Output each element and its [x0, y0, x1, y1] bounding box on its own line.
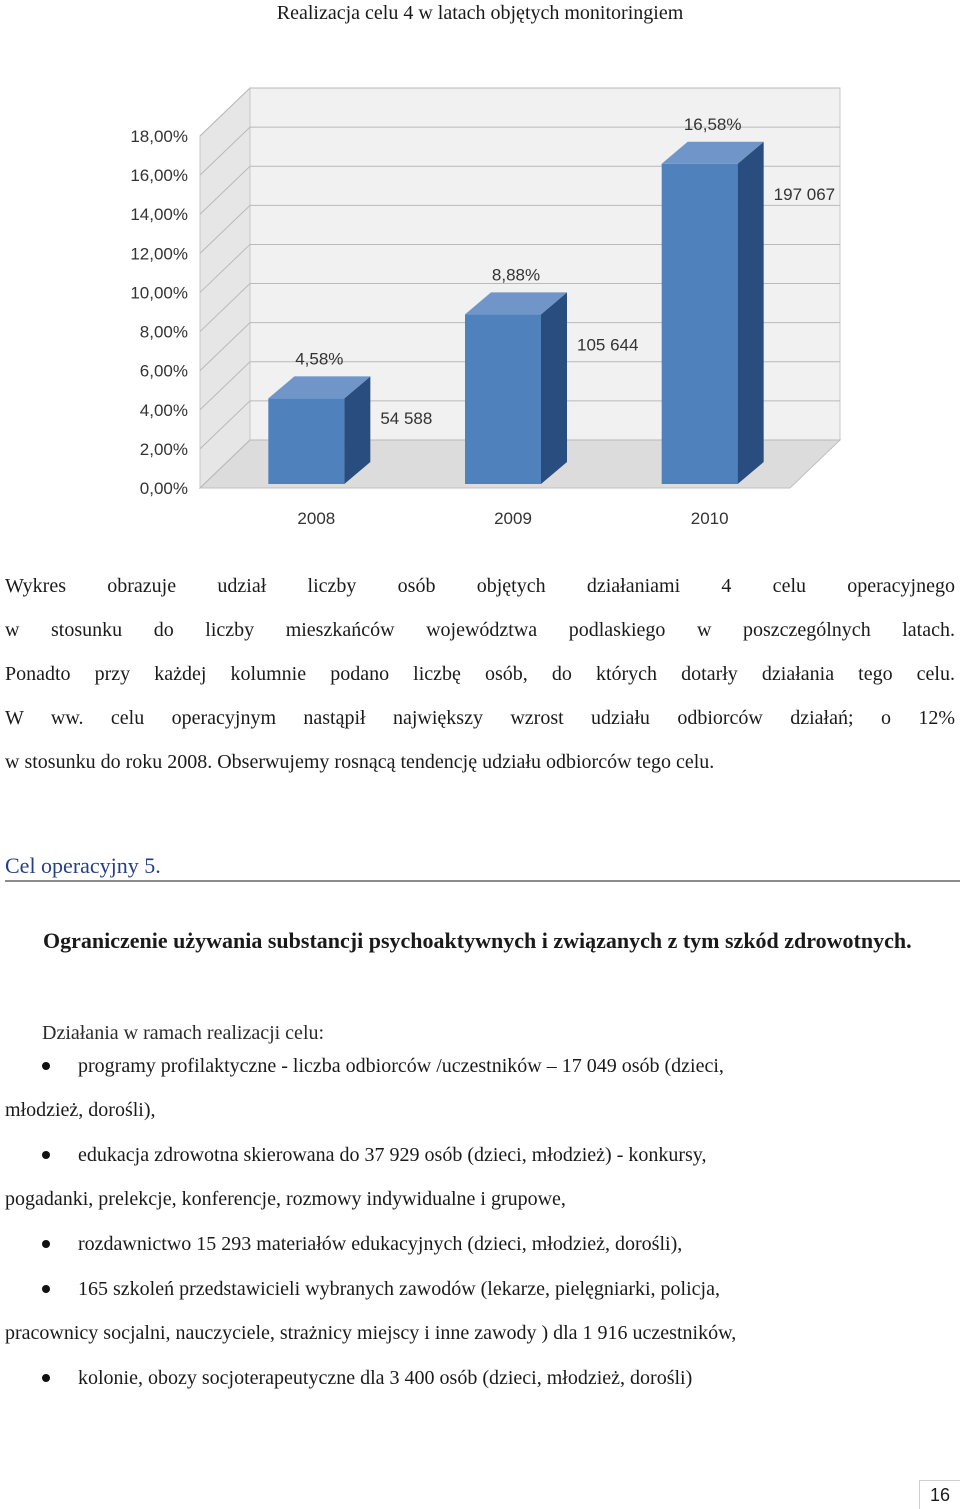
bar-count-label: 105 644 [577, 335, 639, 355]
bar-side [738, 142, 764, 484]
bar-value-label: 8,88% [491, 265, 541, 285]
bar-front [662, 164, 738, 484]
bullet-icon [42, 1240, 50, 1248]
bullet-5-line-1: kolonie, obozy socjoterapeutyczne dla 3 400 osób (dzieci, młodzież, dorośli) [78, 1367, 693, 1389]
paragraph-line-1: Wykres obrazuje udział liczby osób objętych działaniami 4 celu operacyjnego [5, 575, 955, 597]
bar-side [541, 292, 567, 484]
bullet-icon [42, 1285, 50, 1293]
bar-value-label: 16,58% [683, 114, 742, 134]
page-number: 16 [919, 1480, 960, 1509]
y-tick-label: 4,00% [139, 400, 188, 420]
bullet-3-line-1: rozdawnictwo 15 293 materiałów edukacyjnych (dzieci, młodzież, dorośli), [78, 1233, 683, 1255]
bar-chart [90, 78, 890, 538]
bar-count-label: 54 588 [380, 409, 433, 428]
y-tick-label: 18,00% [130, 127, 188, 146]
bar-front [465, 314, 541, 484]
bullet-1-line-1: programy profilaktyczne - liczba odbiorców /uczestników – 17 049 osób (dzieci, [78, 1055, 724, 1077]
bullet-2-line-1: edukacja zdrowotna skierowana do 37 929 osób (dzieci, młodzież) - konkursy, [78, 1144, 707, 1166]
y-tick-label: 12,00% [130, 244, 188, 264]
heading-divider [5, 880, 960, 882]
y-tick-label: 16,00% [130, 166, 188, 186]
x-tick-label: 2008 [297, 509, 336, 528]
paragraph-line-4: W ww. celu operacyjnym nastąpił największy wzrost udziału odbiorców działań; o 12% [5, 707, 955, 729]
paragraph-line-5: w stosunku do roku 2008. Obserwujemy rosnącą tendencję udziału odbiorców tego celu. [5, 751, 715, 773]
bullet-4-line-2: pracownicy socjalni, nauczyciele, strażnicy miejscy i inne zawody ) dla 1 916 uczestników, [5, 1322, 737, 1344]
bullet-icon [42, 1151, 50, 1159]
y-tick-label: 14,00% [130, 205, 188, 225]
bar-front [268, 398, 344, 484]
bullet-icon [42, 1374, 50, 1382]
bullet-icon [42, 1062, 50, 1070]
chart-side-wall [200, 88, 250, 488]
y-tick-label: 10,00% [130, 283, 188, 303]
y-axis-ticks [130, 127, 188, 498]
x-tick-label: 2010 [690, 509, 729, 528]
section-label: Cel operacyjny 5. [5, 853, 161, 878]
y-tick-label: 2,00% [139, 439, 188, 459]
y-tick-label: 8,00% [139, 322, 188, 342]
paragraph-line-2: w stosunku do liczby mieszkańców województwa podlaskiego w poszczególnych latach. [5, 619, 955, 641]
bullet-4-line-1: 165 szkoleń przedstawicieli wybranych zawodów (lekarze, pielęgniarki, policja, [78, 1278, 720, 1300]
y-tick-label: 6,00% [139, 361, 188, 381]
paragraph-line-3: Ponadto przy każdej kolumnie podano liczbę osób, do których dotarły działania tego celu. [5, 663, 955, 685]
bar-count-label: 197 067 [773, 184, 836, 204]
chart-title: Realizacja celu 4 w latach objętych monitoringiem [276, 2, 684, 24]
bar-value-label: 4,58% [295, 349, 344, 369]
y-tick-label: 0,00% [139, 479, 188, 498]
bullet-1-line-2: młodzież, dorośli), [5, 1099, 156, 1121]
x-tick-label: 2009 [494, 509, 532, 528]
section-title: Ograniczenie używania substancji psychoaktywnych i związanych z tym szkód zdrowotnych. [43, 928, 912, 953]
bullet-2-line-2: pogadanki, prelekcje, konferencje, rozmowy indywidualne i grupowe, [5, 1188, 566, 1210]
activities-intro: Działania w ramach realizacji celu: [42, 1022, 325, 1044]
